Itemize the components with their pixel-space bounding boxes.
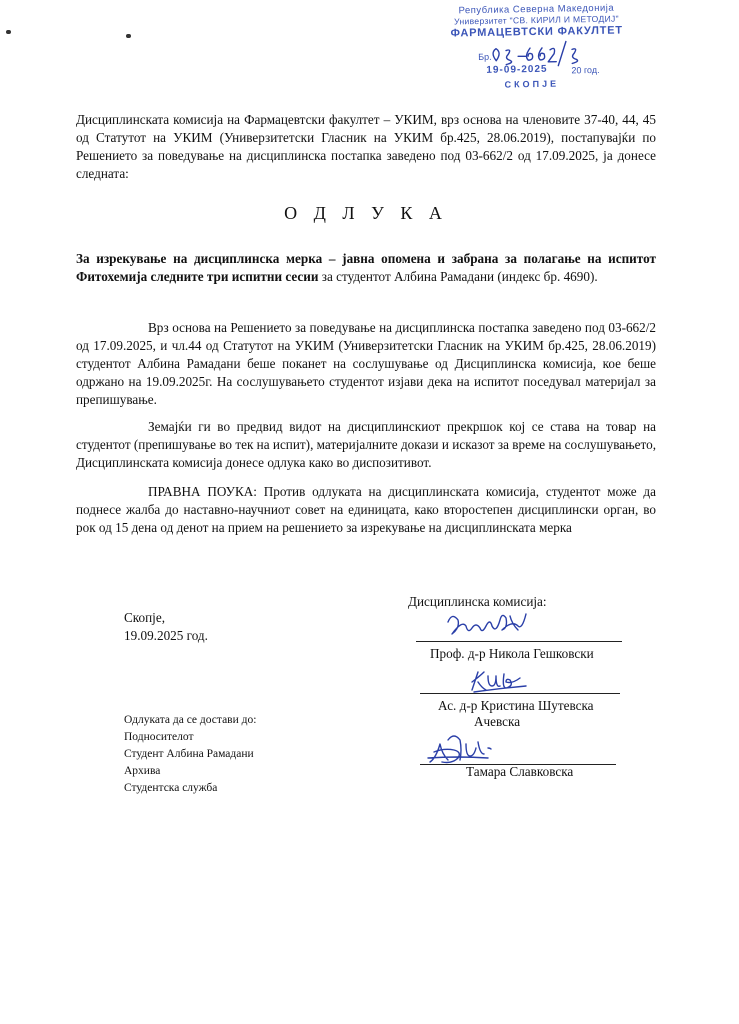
date: 19.09.2025 год. [124, 628, 208, 643]
member-2-name: Ас. д-р Кристина Шутевска [438, 698, 594, 713]
decision-paragraph [76, 250, 656, 286]
stamp-year-suffix: 20 год. [571, 64, 600, 76]
stamp-city: СКОПЈЕ [504, 78, 560, 90]
intro-paragraph: Дисциплинската комисија на Фармацевтски факултет – УКИМ, врз основа на членовите 37-40, 44, 45 од Статутот на УКИМ (Универзитетски Гласник на УКИМ бр.425, 28.06.2019), постапувајќи по Решението за поведување на дисциплинска постапка заведено под 03-662/2 од 17.09.2025, ја донесе следната: [76, 112, 656, 181]
delivery-list [124, 712, 256, 797]
member-3-name: Тамара Славковска [466, 764, 574, 779]
decision-bold-text: За изрекување на дисциплинска мерка – јавна опомена и забрана за полагање на испитот Фитохемија следните три испитни сесии [76, 251, 656, 284]
stamp-country: Република Северна Македонија [458, 2, 615, 17]
scan-mark [126, 34, 131, 38]
member-2-name-cont: Ачевска [474, 714, 521, 729]
signature-line [420, 693, 620, 694]
signature-line [416, 641, 622, 642]
delivery-item: Студент Албина Рамадани [124, 748, 254, 760]
stamp-university: Универзитет "СВ. КИРИЛ И МЕТОДИЈ" [453, 13, 620, 27]
member-1-name: Проф. д-р Никола Гешковски [430, 646, 594, 661]
delivery-label: Одлуката да се достави до: [124, 714, 257, 726]
delivery-item: Архива [124, 765, 161, 777]
place: Скопје, [124, 610, 165, 625]
registration-stamp [425, 2, 649, 94]
decision-text: за студентот Албина Рамадани (индекс бр. 4690). [318, 269, 598, 284]
scan-mark [6, 30, 11, 34]
stamp-faculty: ФАРМАЦЕВТСКИ ФАКУЛТЕТ [450, 24, 623, 40]
committee-label: Дисциплинска комисија: [408, 594, 547, 609]
legal-advice-paragraph: ПРАВНА ПОУКА: Против одлуката на дисциплинската комисија, студентот може да поднесе жалба до наставно-научниот совет на единицата, како второстепен дисциплински орган, во рок од 15 дена од денот на прием на решението за изрекување на дисциплинската мерка [76, 484, 656, 535]
reasoning-paragraph: Врз основа на Решението за поведување на дисциплинска постапка заведено под 03-662/2 од 17.09.2025, и чл.44 од Статутот на УКИМ (Универзитетски Гласник на УКИМ бр.425, 28.06.2019) студентот Албина Рамадани беше поканет на сослушување од Дисциплинска комисија, кое беше одржано на 19.09.2025г. На сослушувањето студентот изјави дека на испитот поседувал материјал за препишување. [76, 320, 656, 407]
stamp-number-label: Бр. [478, 51, 492, 63]
delivery-item: Подносителот [124, 731, 194, 743]
consideration-paragraph: Земајќи ги во предвид видот на дисциплинскиот прекршок кој се става на товар на студентот (препишување во тек на испит), материјалните докази и исказот за време на сослушувањето, Дисциплинската комисија донесе одлука како во диспозитивот. [76, 419, 656, 470]
stamp-date: 19-09-2025 [486, 63, 548, 76]
delivery-item: Студентска служба [124, 782, 218, 794]
document-title: О Д Л У К А [284, 203, 448, 223]
